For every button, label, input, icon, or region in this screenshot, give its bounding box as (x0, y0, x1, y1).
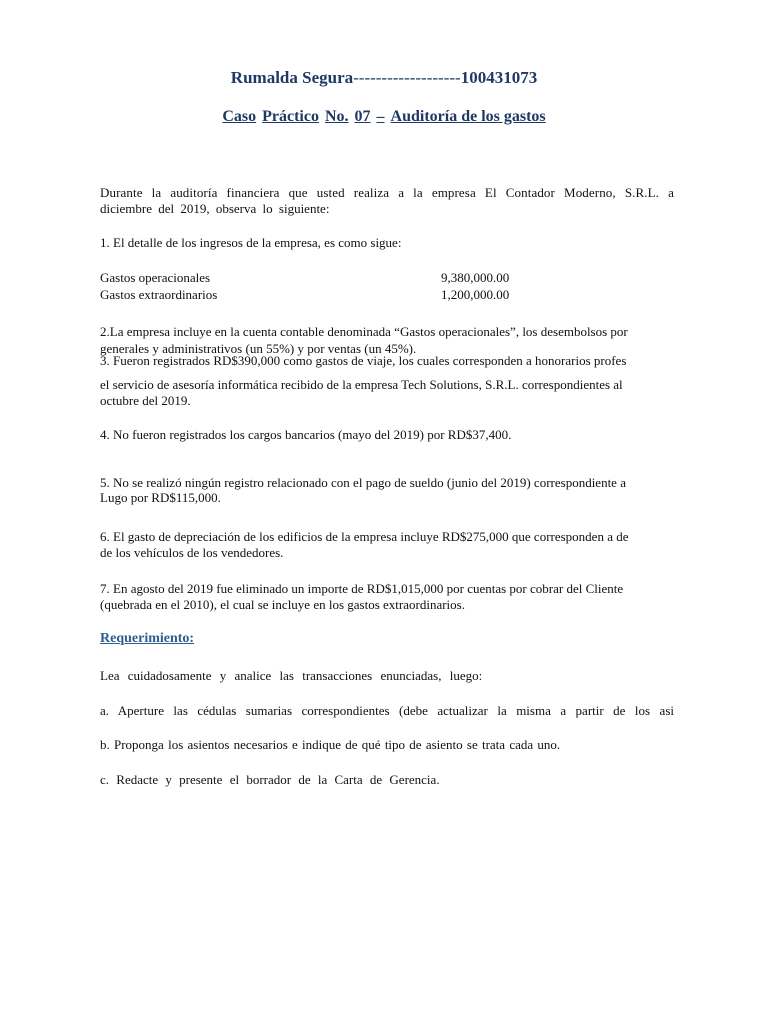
student-name: Rumalda Segura (230, 68, 354, 87)
case-title-topic: Auditoría de los gastos (390, 108, 546, 125)
item-7-line-2: (quebrada en el 2010), el cual se incluye en los gastos extraordinarios. (100, 597, 465, 612)
item-4: 4. No fueron registrados los cargos bancarios (mayo del 2019) por RD$37,400. (100, 427, 512, 442)
case-title-dash: – (376, 108, 385, 125)
case-title (0, 108, 768, 126)
requirement-a: a. Aperture las cédulas sumarias correspondientes (debe actualizar la misma a partir de los asi (100, 703, 674, 718)
requirement-b: b. Proponga los asientos necesarios e indique de qué tipo de asiento se trata cada uno. (100, 737, 561, 752)
header-separator: ------------------- (353, 68, 461, 87)
intro-line-1: Durante la auditoría financiera que usted realiza a la empresa El Contador Moderno, S.R.L. a (100, 185, 674, 200)
item-3-line-2: el servicio de asesoría informática recibido de la empresa Tech Solutions, S.R.L. correspondientes al (100, 377, 623, 392)
item-2-line-2: generales y administrativos (un 55%) y por ventas (un 45%). (100, 341, 417, 356)
item-5-line-2: Lugo por RD$115,000. (100, 490, 221, 505)
item-6-line-2: de los vehículos de los vendedores. (100, 545, 284, 560)
expense-row-extraordinary (100, 287, 674, 303)
student-id: 100431073 (460, 68, 538, 87)
expense-row-operational (100, 270, 674, 286)
expense-label: Gastos extraordinarios (100, 287, 218, 302)
item-7-line-1: 7. En agosto del 2019 fue eliminado un importe de RD$1,015,000 por cuentas por cobrar del Cliente (100, 581, 624, 596)
item-3-line-3: octubre del 2019. (100, 393, 191, 408)
item-2-line-1: 2.La empresa incluye en la cuenta contable denominada “Gastos operacionales”, los desembolsos por (100, 324, 628, 339)
case-title-word2: Práctico (262, 108, 319, 125)
case-title-number: 07 (354, 108, 371, 125)
requirement-intro: Lea cuidadosamente y analice las transacciones enunciadas, luego: (100, 668, 483, 683)
item-3-line-1-clipped (100, 353, 674, 370)
case-title-prefix: Caso (222, 108, 257, 125)
expense-label: Gastos operacionales (100, 270, 211, 285)
intro-line-2: diciembre del 2019, observa lo siguiente: (100, 201, 330, 216)
student-header (0, 68, 768, 88)
requirement-heading: Requerimiento: (100, 631, 195, 646)
item-6-line-1: 6. El gasto de depreciación de los edificios de la empresa incluye RD$275,000 que corresponden a de (100, 529, 629, 544)
expense-amount: 1,200,000.00 (441, 287, 510, 302)
item-3-line-1: 3. Fueron registrados RD$390,000 como gastos de viaje, los cuales corresponden a honorarios profes (100, 353, 627, 368)
expense-amount: 9,380,000.00 (441, 270, 510, 285)
item-1: 1. El detalle de los ingresos de la empresa, es como sigue: (100, 235, 402, 250)
item-5-line-1: 5. No se realizó ningún registro relacionado con el pago de sueldo (junio del 2019) correspondiente a (100, 475, 626, 490)
case-title-word3: No. (324, 108, 349, 125)
requirement-c: c. Redacte y presente el borrador de la Carta de Gerencia. (100, 772, 440, 787)
